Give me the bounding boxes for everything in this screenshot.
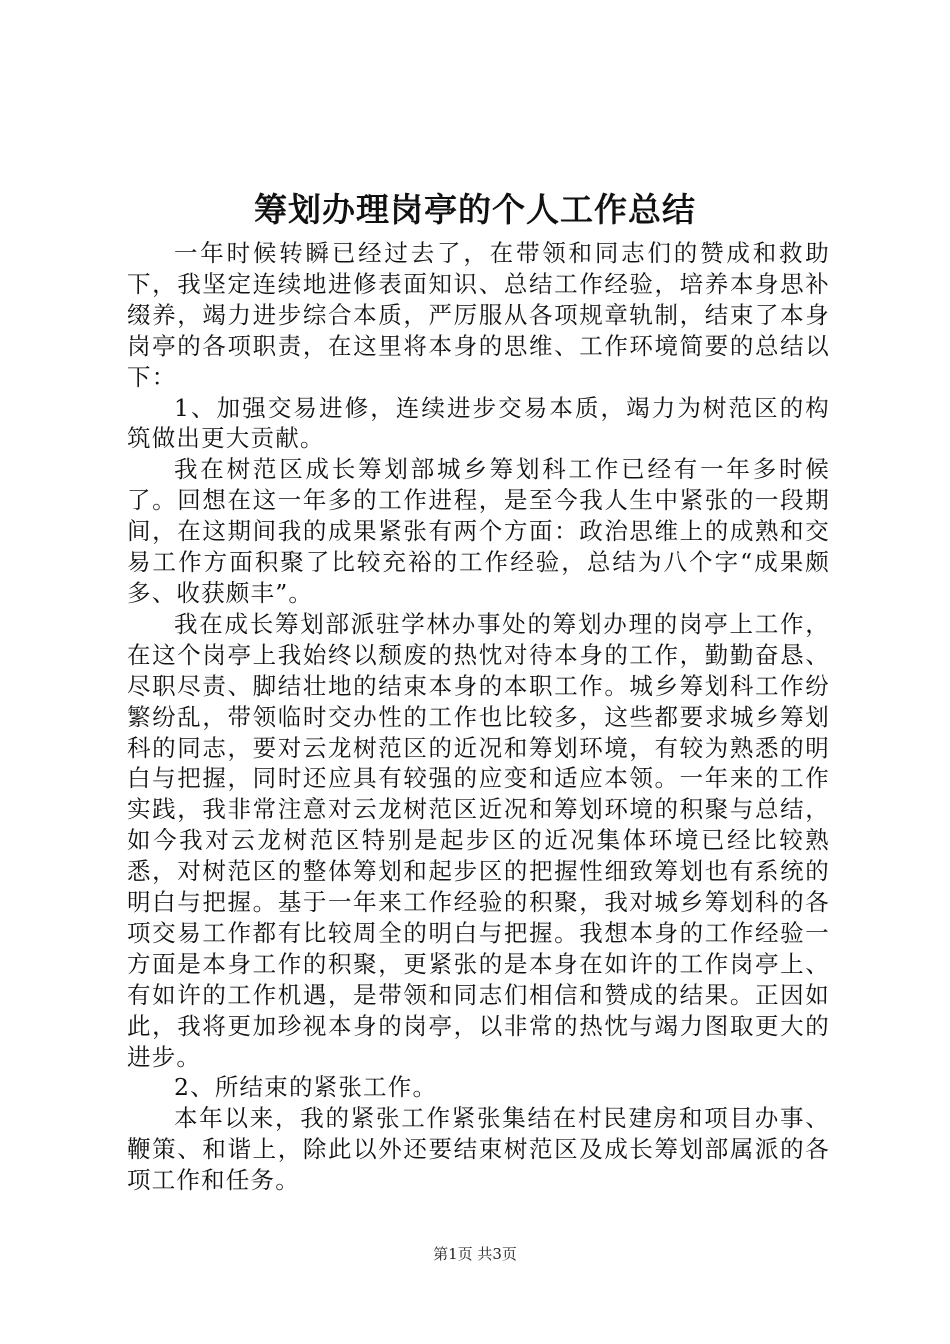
document-title: 筹划办理岗亭的个人工作总结 xyxy=(254,190,696,229)
document-body xyxy=(127,238,830,1196)
paragraph-intro: 一年时候转瞬已经过去了，在带领和同志们的赞成和救助下，我坚定连续地进修表面知识、总结工作经验，培养本身思补缀养，竭力进步综合本质，严厉服从各项规章轨制，结束了本身岗亭的各项职责，在这里将本身的思维、工作环境简要的总结以下： xyxy=(127,239,830,391)
paragraph-section-2-heading: 2、所结束的紧张工作。 xyxy=(174,1073,438,1102)
paragraph-main-work: 本年以来，我的紧张工作紧张集结在村民建房和项目办事、鞭策、和谐上，除此以外还要结束树范区及成长筹划部属派的各项工作和任务。 xyxy=(127,1104,830,1195)
paragraph-experience: 我在树范区成长筹划部城乡筹划科工作已经有一年多时候了。回想在这一年多的工作进程，是至今我人生中紧张的一段期间，在这期间我的成果紧张有两个方面：政治思维上的成熟和交易工作方面积聚了比较充裕的工作经验，总结为八个字“成果颇多、收获颇丰”。 xyxy=(127,455,830,607)
page-number-footer: 第1页 共3页 xyxy=(433,1245,517,1263)
paragraph-section-1-heading: 1、加强交易进修，连续进步交易本质，竭力为树范区的构筑做出更大贡献。 xyxy=(127,393,830,453)
paragraph-post-duties: 我在成长筹划部派驻学林办事处的筹划办理的岗亭上工作，在这个岗亭上我始终以颓废的热忱对待本身的工作，勤勤奋恳、尽职尽责、脚结壮地的结束本身的本职工作。城乡筹划科工作纷繁纷乱，带领临时交办性的工作也比较多，这些都要求城乡筹划科的同志，要对云龙树范区的近况和筹划环境，有较为熟悉的明白与把握，同时还应具有较强的应变和适应本领。一年来的工作实践，我非常注意对云龙树范区近况和筹划环境的积聚与总结，如今我对云龙树范区特别是起步区的近况集体环境已经比较熟悉，对树范区的整体筹划和起步区的把握性细致筹划也有系统的明白与把握。基于一年来工作经验的积聚，我对城乡筹划科的各项交易工作都有比较周全的明白与把握。我想本身的工作经验一方面是本身工作的积聚，更紧张的是本身在如许的工作岗亭上、有如许的工作机遇，是带领和同志们相信和赞成的结果。正因如此，我将更加珍视本身的岗亭，以非常的热忱与竭力图取更大的进步。 xyxy=(127,609,830,1071)
